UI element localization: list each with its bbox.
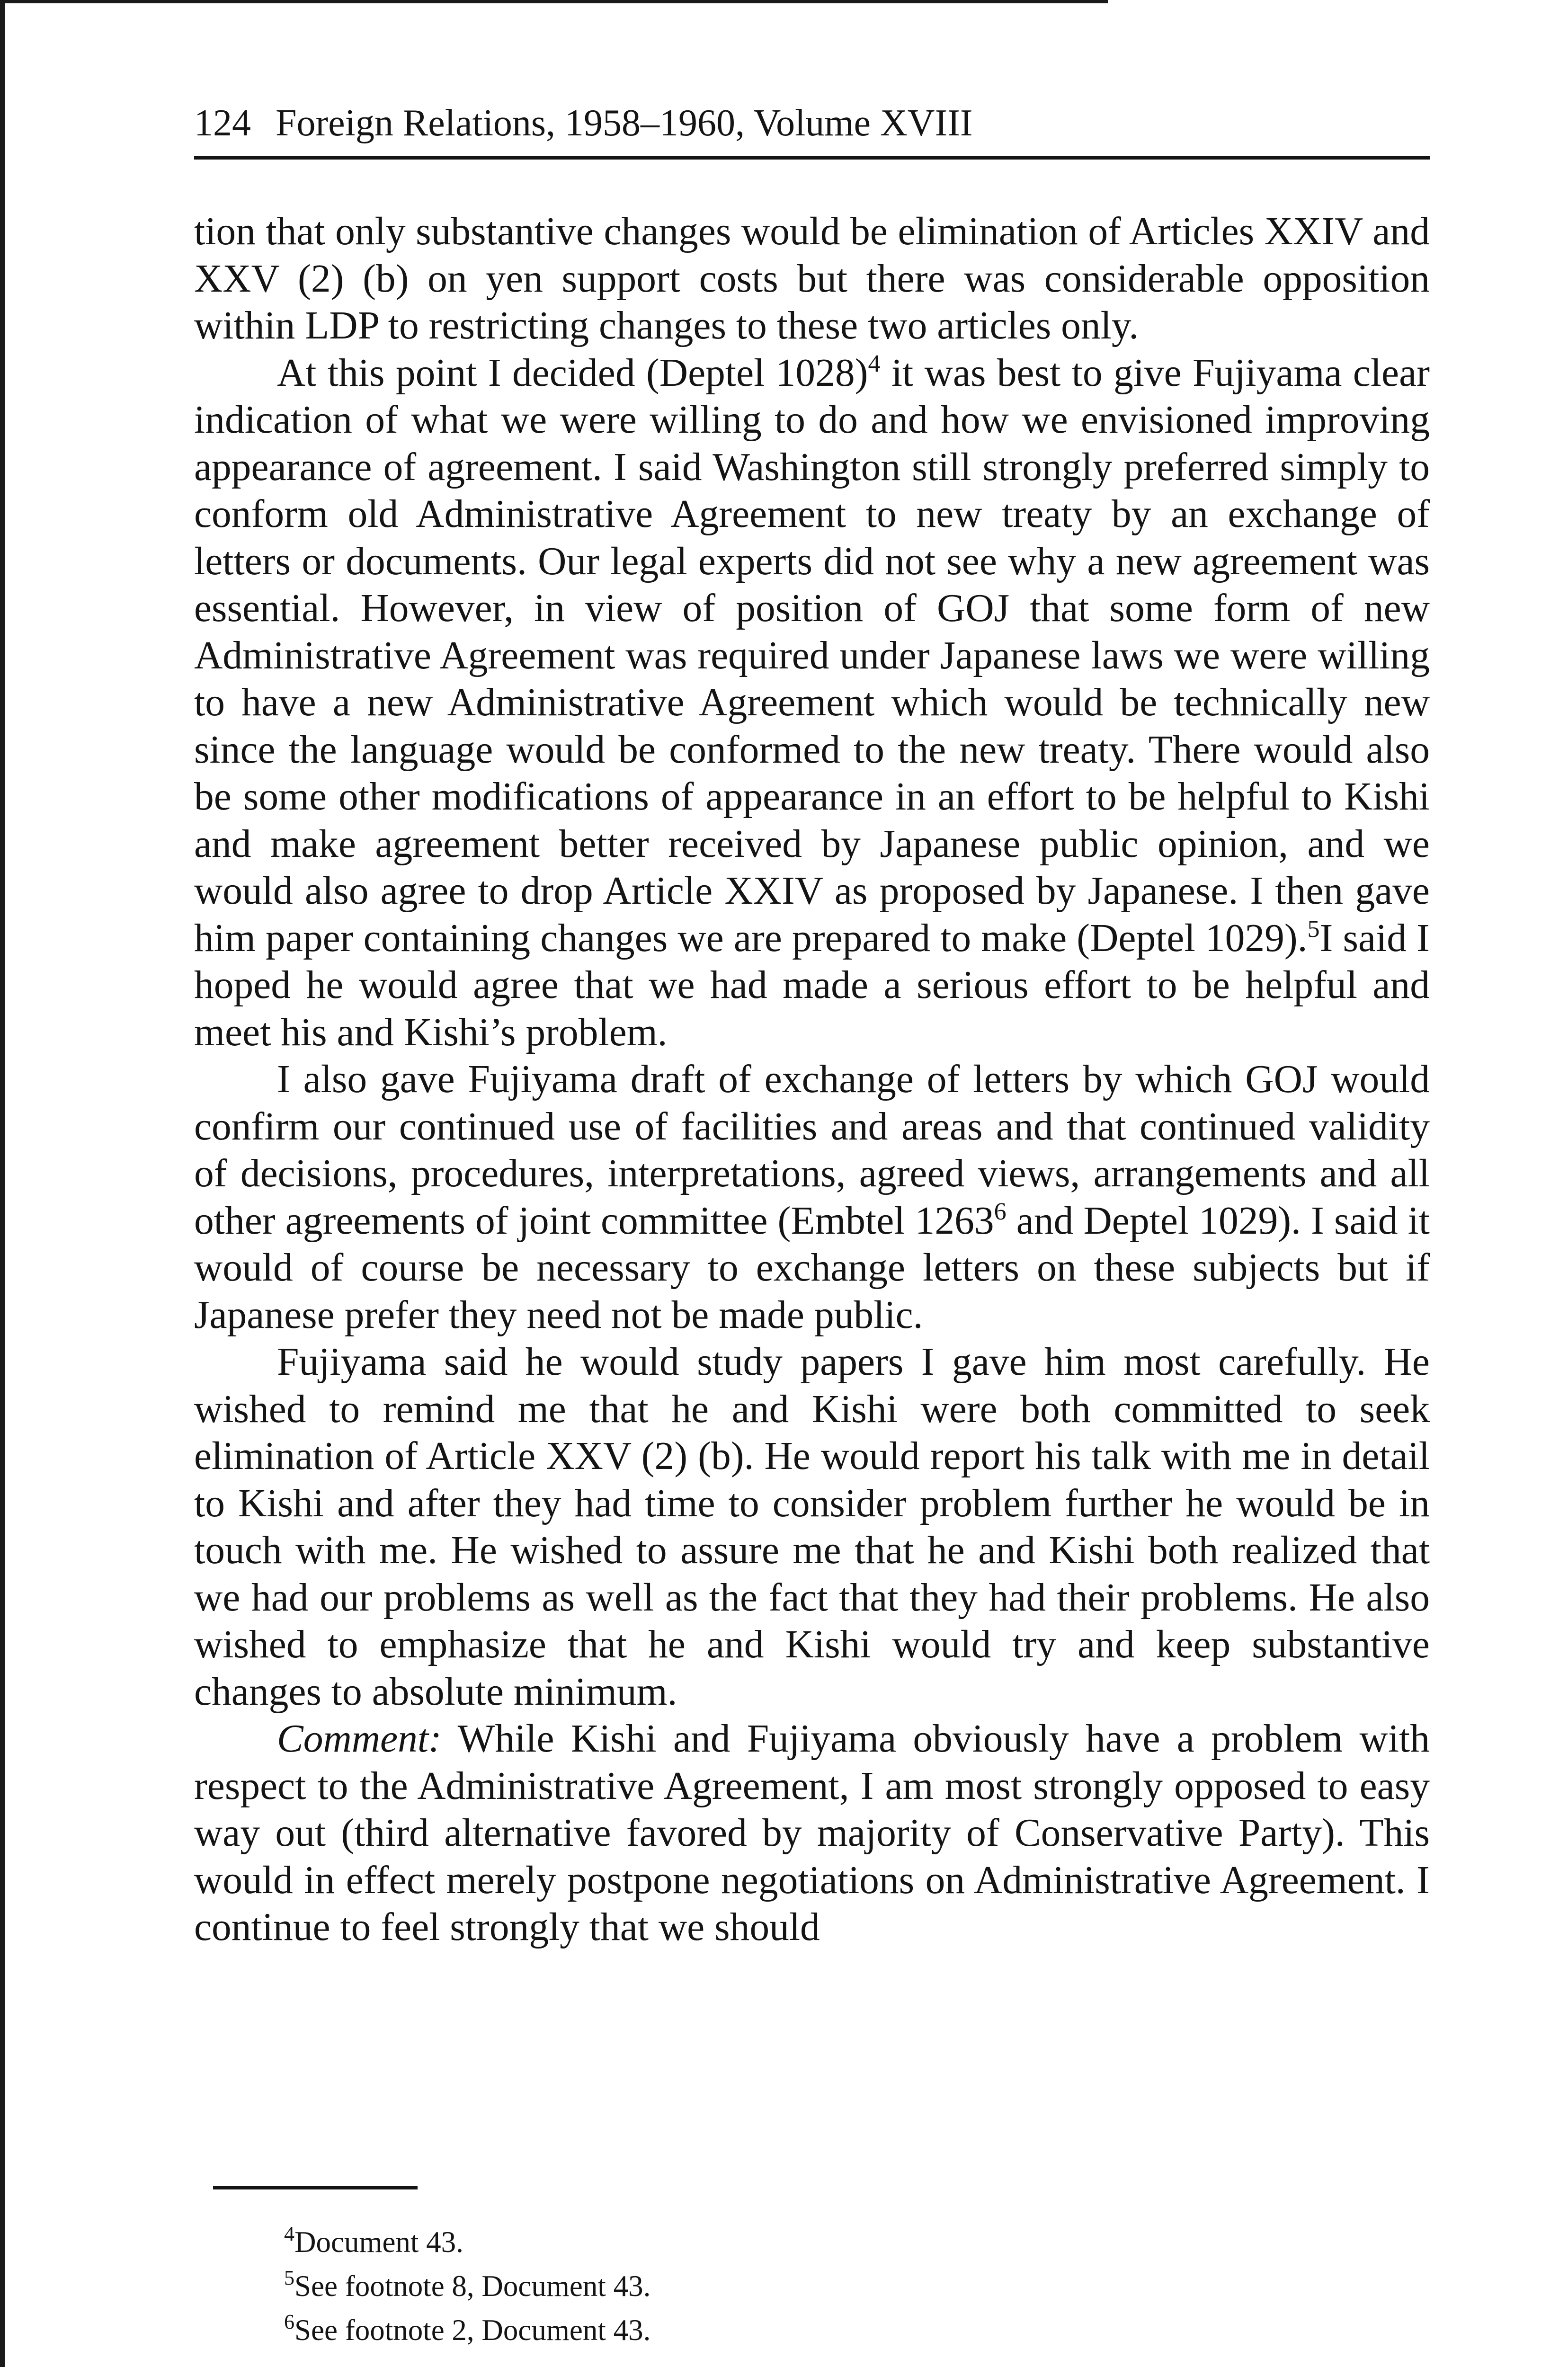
- paragraph-2: At this point I decided (Deptel 1028)$^4$ it was best to give Fujiyama clear indication of what we were willing to do and how we envisioned improving appearance of agreement. I said Washington still strongly preferred simply to conform old Administrative Agreement to new treaty by an exchange of letters or documents. Our legal experts did not see why a new agreement was essential. However, in view of position of GOJ that some form of new Administrative Agreement was required under Japanese laws we were willing to have a new Administrative Agreement which would be technically new since the language would be conformed to the new treaty. There would also be some other modifications of appearance in an effort to be helpful to Kishi and make agreement better received by Japanese public opinion, and we would also agree to drop Article XXIV as proposed by Japanese. I then gave him paper containing changes we are prepared to make (Deptel 1029).$^5$I said I hoped he would agree that we had made a serious effort to be helpful and meet his and Kishi’s problem.: [194, 350, 1430, 1054]
- paragraph-4: Fujiyama said he would study papers I gave him most carefully. He wished to remind me that he and Kishi were both committed to seek elimination of Article XXV (2) (b). He would report his talk with me in detail to Kishi and after they had time to consider problem further he would be in touch with me. He wished to assure me that he and Kishi both realized that we had our problems as well as the fact that they had their problems. He also wished to emphasize that he and Kishi would try and keep substantive changes to absolute minimum.: [194, 1340, 1430, 1714]
- running-head: [194, 97, 1430, 149]
- footnote-ref-4: 4: [868, 350, 881, 377]
- header-rule: [194, 156, 1430, 160]
- footnote-rule: [213, 2186, 418, 2189]
- page-number: 124: [194, 102, 251, 144]
- footnotes: [284, 2220, 1231, 2352]
- scan-edge-left: [0, 0, 5, 2367]
- scan-edge-top: [0, 0, 1108, 3]
- body-text: [194, 208, 1430, 1951]
- running-head-title: Foreign Relations, 1958–1960, Volume XVIII: [276, 102, 973, 144]
- footnote-4: $^4$Document 43.: [284, 2222, 463, 2259]
- paragraph-3: I also gave Fujiyama draft of exchange of letters by which GOJ would confirm our continued use of facilities and areas and that continued validity of decisions, procedures, interpretations, agreed views, arrangements and all other agreements of joint committee (Embtel 1263$^6$ and Deptel 1029). I said it would of course be necessary to exchange letters on these subjects but if Japanese prefer they need not be made public.: [194, 1058, 1430, 1337]
- paragraph-1: tion that only substantive changes would be elimination of Articles XXIV and XXV (2) (b) on yen support costs but there was considerable opposition within LDP to restricting changes to these two articles only.: [194, 210, 1430, 347]
- comment-label: Comment:: [277, 1717, 442, 1761]
- footnote-6: $^6$See footnote 2, Document 43.: [284, 2310, 651, 2347]
- paragraph-5: Comment: While Kishi and Fujiyama obviously have a problem with respect to the Administrative Agreement, I am most strongly opposed to easy way out (third alternative favored by majority of Conservative Party). This would in effect merely postpone negotiations on Administrative Agreement. I continue to feel strongly that we should: [194, 1717, 1430, 1949]
- footnote-5: $^5$See footnote 8, Document 43.: [284, 2266, 651, 2303]
- footnote-ref-6: 6: [994, 1198, 1007, 1225]
- footnote-ref-5: 5: [1307, 915, 1320, 943]
